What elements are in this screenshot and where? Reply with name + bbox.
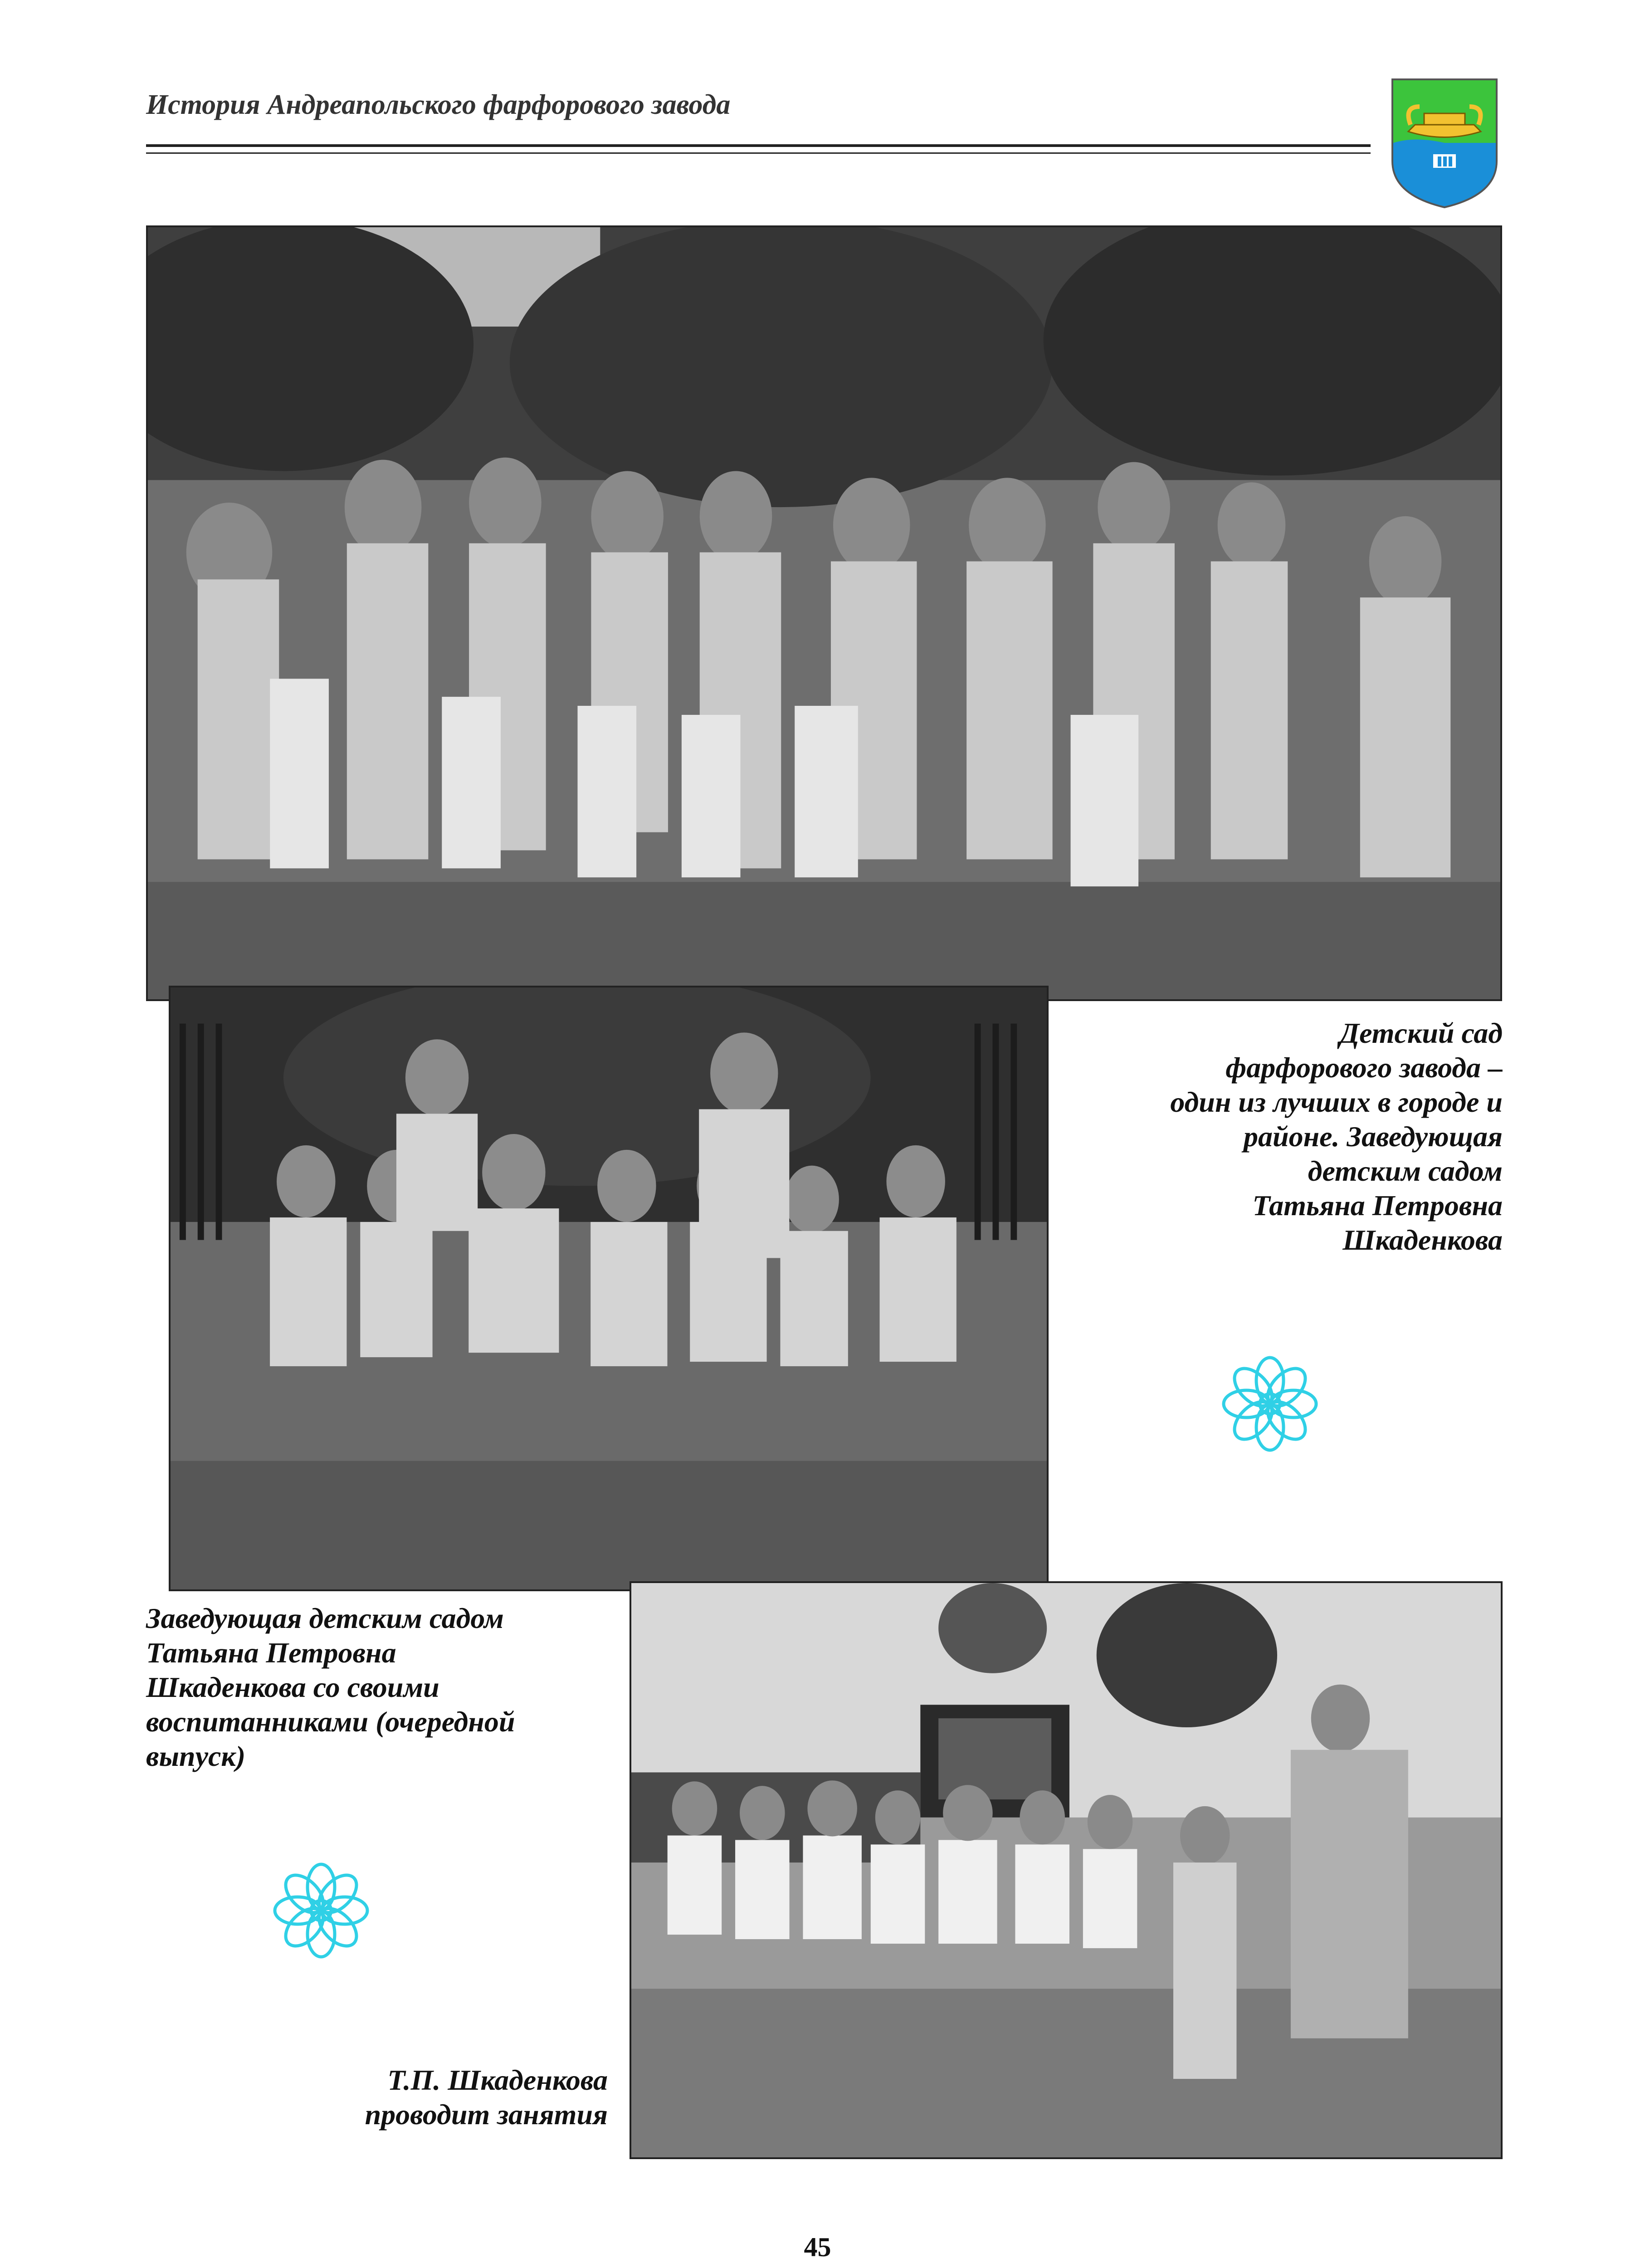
caption-line: детским садом	[1308, 1155, 1503, 1187]
caption-line: один из лучших в городе и	[1170, 1086, 1503, 1118]
caption-line: Шкаденкова со своими	[146, 1671, 439, 1703]
coat-of-arms-icon	[1388, 75, 1501, 211]
header-rule-thick	[146, 144, 1371, 147]
cyan-flower-icon	[271, 1861, 371, 1960]
caption-line: фарфорового завода –	[1225, 1051, 1503, 1084]
classroom-lesson-photo	[631, 1583, 1501, 2157]
caption-graduates	[146, 1601, 515, 1774]
caption-line: проводит занятия	[365, 2098, 608, 2131]
caption-line: выпуск)	[146, 1740, 246, 1772]
photo-classroom-lesson	[630, 1581, 1503, 2159]
caption-line: Детский сад	[1339, 1017, 1503, 1049]
caption-line: Шкаденкова	[1342, 1224, 1503, 1256]
caption-line: Заведующая детским садом	[146, 1602, 504, 1634]
caption-kindergarten	[1170, 1016, 1503, 1257]
caption-line: Татьяна Петровна	[146, 1637, 396, 1669]
group-photo-kindergarten-staff-children	[148, 227, 1500, 999]
caption-lesson	[317, 2063, 608, 2132]
header-rule-thin	[146, 152, 1371, 154]
caption-line: Т.П. Шкаденкова	[387, 2064, 608, 2096]
running-title: История Андреапольского фарфорового завода	[146, 89, 731, 120]
page-number: 45	[804, 2232, 831, 2262]
photo-graduates-group	[169, 986, 1049, 1591]
caption-line: районе. Заведующая	[1243, 1120, 1503, 1153]
photo-kindergarten-group	[146, 225, 1502, 1001]
cyan-flower-icon	[1220, 1354, 1320, 1454]
group-photo-head-with-graduates	[171, 987, 1047, 1589]
caption-line: воспитанниками (очередной	[146, 1706, 515, 1738]
caption-line: Татьяна Петровна	[1252, 1189, 1503, 1222]
